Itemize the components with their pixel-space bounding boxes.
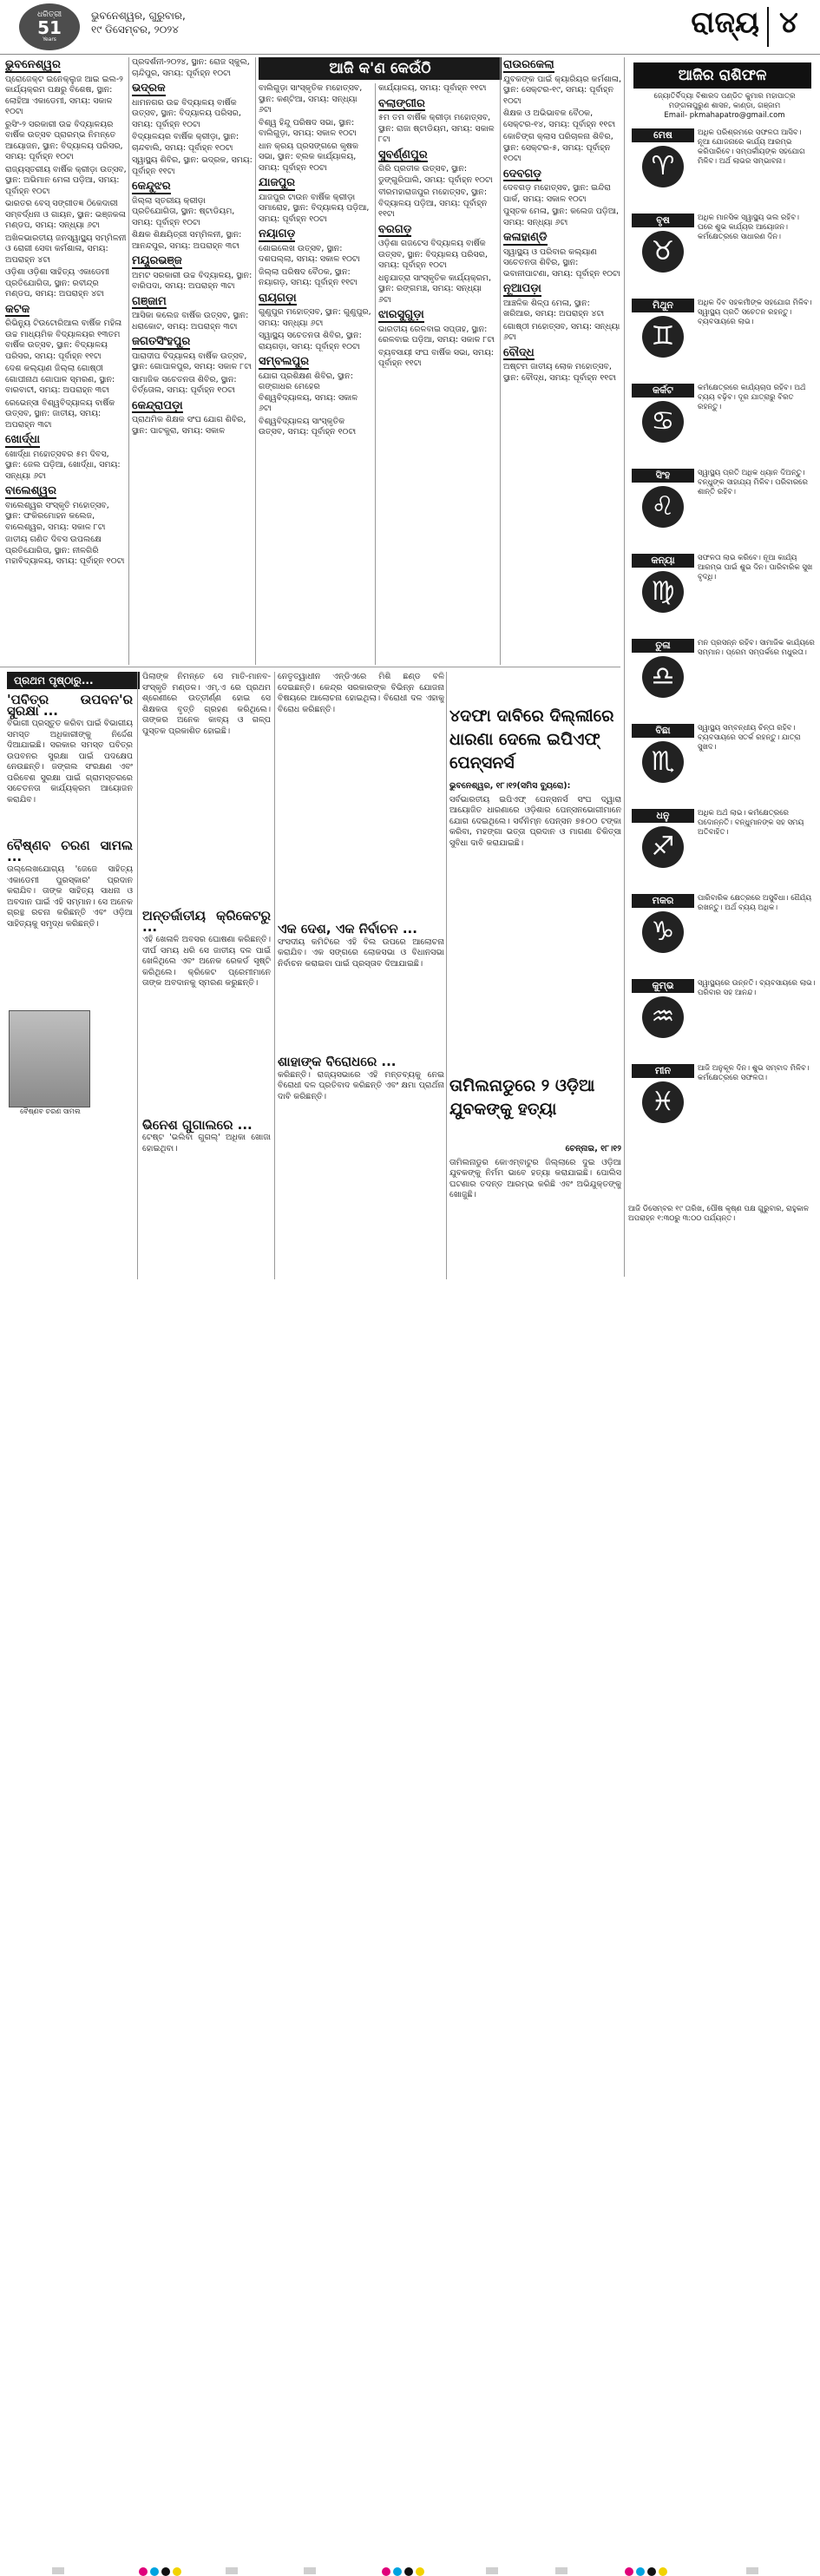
zodiac-icon: ♐ — [642, 826, 684, 868]
zodiac-icon: ♉ — [642, 231, 684, 273]
event-item: ଧାନ କ୍ରୟ ପ୍ରସଙ୍ଗରେ କୃଷକ ସଭା, ସ୍ଥାନ: ବ୍ଲକ କାର୍ଯ୍ୟାଳୟ, ସମୟ: ପୂର୍ବାହ୍ନ ୧୦ଟା — [259, 141, 358, 173]
sign-label: ମିଥୁନ — [632, 299, 694, 312]
registration-dot-cyan — [393, 2567, 402, 2576]
event-item: ଖୋର୍ଦ୍ଧା ମହୋତ୍ସବର ୫ମ ଦିବସ, ସ୍ଥାନ: ଜେଲ ପଡ଼ିଆ, ଖୋର୍ଦ୍ଧା, ସମୟ: ସନ୍ଧ୍ୟା ୬ଟା — [5, 449, 121, 481]
listing-column-1 — [5, 57, 127, 665]
column-rule — [500, 57, 501, 665]
zodiac-icon: ♏ — [642, 741, 684, 783]
horoscope-sign — [628, 214, 817, 297]
story-headline: 'ପବିତ୍ର ଉପବନ'ର ସୁରକ୍ଷା ... — [7, 693, 133, 719]
registration-dot-magenta — [625, 2567, 633, 2576]
event-item: ଆସିକା କଲେଜ ବାର୍ଷିକ ଉତ୍ସବ, ସ୍ଥାନ: ଧରାକୋଟ, ସମୟ: ଅପରାହ୍ନ ୩ଟା — [132, 311, 249, 332]
event-item: ଜାତୀୟ ଗଣିତ ଦିବସ ଉପଲକ୍ଷେ ପ୍ରତିଯୋଗିତା, ସ୍ଥାନ: ନୀଳଗିରି ମହାବିଦ୍ୟାଳୟ, ସମୟ: ପୂର୍ବାହ୍ନ ୧୦ଟା — [5, 535, 125, 566]
event-item: ଯୋଗ ପ୍ରଶିକ୍ଷଣ ଶିବିର, ସ୍ଥାନ: ଗଙ୍ଗାଧର ମେହେର ବିଶ୍ୱବିଦ୍ୟାଳୟ, ସମୟ: ସକାଳ ୬ଟା — [259, 371, 358, 413]
event-item: ରୁସିଂ-୨ ସରକାରୀ ଉଚ୍ଚ ବିଦ୍ୟାଳୟର ବାର୍ଷିକ ଉତ୍ସବ ପ୍ରାରମ୍ଭ ନିମନ୍ତେ ଆୟୋଜନ, ସ୍ଥାନ: ବିଦ୍ୟାଳୟ ପରିସର, ସମୟ: ପୂର୍ବାହ୍ନ ୧୦ଟା — [5, 119, 123, 161]
district-heading: ଦେବଗଡ଼ — [503, 167, 541, 181]
event-item: ବାଲେଶ୍ୱର ସଂସ୍କୃତି ମହୋତ୍ସବ, ସ୍ଥାନ: ଫକିରମୋହନ କଲେଜ, ବାଲେଶ୍ୱର, ସମୟ: ସକାଳ ୮ଟା — [5, 500, 109, 532]
story-body: ପିଲାଙ୍କ ନିମନ୍ତେ ସେ ମାତି-ମାନବ-ସଂସ୍କୃତି ମଣ୍ଡଳ। ଏମ୍.ଏ ରେ ପ୍ରଥମ ଶ୍ରେଣୀରେ ଉତ୍ତୀର୍ଣ୍ଣ ହୋଇ ସେ ଶିକ୍ଷକତା ବୃତ୍ତି ଗ୍ରହଣ କରିଥିଲେ। ତାଙ୍କର ଅନେକ କାବ୍ୟ ଓ ଗଳ୍ପ ପୁସ୍ତକ ପ୍ରକାଶିତ ହୋଇଛି। — [142, 672, 271, 736]
event-item: ଗିରି ପ୍ରତୀକ ଉତ୍ସବ, ସ୍ଥାନ: ଡୁଙ୍ଗୁରିପାଲି, ସମୟ: ପୂର୍ବାହ୍ନ ୧୦ଟା — [378, 164, 493, 185]
sign-forecast: ସ୍ୱାସ୍ଥ୍ୟରେ ଉନ୍ନତି। ବ୍ୟବସାୟରେ ଲାଭ। ପରିବାର ସହ ଆନନ୍ଦ। — [698, 979, 816, 997]
district-heading: ନୟାଗଡ଼ — [259, 227, 296, 240]
sign-forecast: ସଫଳତା ଲାଭ କରିବେ। ନୂଆ କାର୍ଯ୍ୟ ଆରମ୍ଭ ପାଇଁ ଶୁଭ ଦିନ। ପାରିବାରିକ ସୁଖ ବୃଦ୍ଧି। — [698, 554, 813, 582]
event-item: ଧନୁଯାତ୍ରା ସାଂସ୍କୃତିକ କାର୍ଯ୍ୟକ୍ରମ, ସ୍ଥାନ: ରଙ୍ଗମଞ୍ଚ, ସମୟ: ସନ୍ଧ୍ୟା ୬ଟା — [378, 273, 492, 305]
event-item: ଓଡ଼ିଶା ଓଡ଼ିଶା ସାହିତ୍ୟ ଏକାଡେମୀ ପ୍ରତିଯୋଗିତା, ସ୍ଥାନ: ରବୀନ୍ଦ୍ର ମଣ୍ଡପ, ସମୟ: ଅପରାହ୍ନ ୪ଟା — [5, 267, 110, 299]
print-bar — [304, 2567, 316, 2574]
district-heading: ବରଗଡ଼ — [378, 222, 412, 236]
event-item: କୋଚିଙ୍ଗ କ୍ଲାସ ପରିଚାଳନା ଶିବିର, ସ୍ଥାନ: ସେକ୍ଟର-୫, ସମୟ: ପୂର୍ବାହ୍ନ ୧୦ଟା — [503, 132, 613, 163]
district-heading: ମୟୂରଭଞ୍ଜ — [132, 254, 182, 267]
print-bar — [486, 2567, 498, 2574]
story-sacred-grove — [7, 693, 133, 1005]
header-divider — [767, 7, 769, 47]
horoscope-sign — [628, 128, 817, 212]
event-item: ଅଷ୍ଟମ ଜାତୀୟ ଲୋକ ମହୋତ୍ସବ, ସ୍ଥାନ: ବୌଦ୍ଧ, ସମୟ: ପୂର୍ବାହ୍ନ ୧୧ଟା — [503, 362, 616, 383]
sign-forecast: ସ୍ୱାସ୍ଥ୍ୟ ସମ୍ବନ୍ଧୀୟ ଚିନ୍ତା ରହିବ। ବ୍ୟବସାୟରେ ସତର୍କ ରହନ୍ତୁ। ଯାତ୍ରା ସୁଖଦ। — [698, 724, 801, 752]
story-body: ତାମିଲନାଡୁର କୋଏମ୍ବାଟୁର ଜିଲ୍ଲାରେ ଦୁଇ ଓଡ଼ିଆ ଯୁବକଙ୍କୁ ନିର୍ମମ ଭାବେ ହତ୍ୟା କରାଯାଇଛି। ପୋଲିସ ଘଟଣାର ତଦନ୍ତ ଆରମ୍ଭ କରିଛି ଏବଂ ଅଭିଯୁକ୍ତଙ୍କୁ ଖୋଜୁଛି। — [449, 1157, 621, 1199]
district-heading: କଳାହାଣ୍ଡି — [503, 231, 548, 244]
district-heading: ଜଗତସିଂହପୁର — [132, 335, 191, 348]
horoscope-byline — [633, 92, 816, 121]
story-body: ଏହି ଖେଳାଳି ଅବସର ଘୋଷଣା କରିଛନ୍ତି। ଦୀର୍ଘ ସମୟ ଧରି ସେ ଜାତୀୟ ଦଳ ପାଇଁ ଖେଳିଥିଲେ ଏବଂ ଅନେକ ରେକର୍ଡ ସୃଷ୍ଟି କରିଥିଲେ। କ୍ରିକେଟ ପ୍ରେମୀମାନେ ତାଙ୍କ ଅବଦାନକୁ ସ୍ମରଣ କରୁଛନ୍ତି। — [142, 935, 271, 988]
sign-label: ସିଂହ — [632, 469, 694, 483]
sign-forecast: ଅଧିକ ମାନସିକ ସ୍ୱାସ୍ଥ୍ୟ ଭଲ ରହିବ। ଘରେ ଶୁଭ କାର୍ଯ୍ୟର ଆୟୋଜନ। କର୍ମକ୍ଷେତ୍ରରେ ସାଧାରଣ ଦିନ। — [698, 214, 799, 241]
event-item: ରାଜ୍ୟସ୍ତରୀୟ ବାର୍ଷିକ କ୍ରୀଡ଼ା ଉତ୍ସବ, ସ୍ଥାନ: ଅଭିମାନ ମେଳା ପଡ଼ିଆ, ସମୟ: ପୂର୍ବାହ୍ନ ୧୦ଟା — [5, 164, 127, 196]
column-rule — [375, 83, 376, 665]
event-item: ଶୋଇଲେଖ ଉତ୍ସବ, ସ୍ଥାନ: ଦଶପଲ୍ଲା, ସମୟ: ସକାଳ ୧୦ଟା — [259, 243, 360, 264]
event-item: ପ୍ରଦର୍ଶନୀ-୨୦୨୪, ସ୍ଥାନ: ରୋଜ ସ୍କୁଲ, ଚାନ୍ଦିପୁର, ସମୟ: ପୂର୍ବାହ୍ନ ୧୦ଟା — [132, 57, 250, 78]
registration-dot-black — [404, 2567, 413, 2576]
event-item: ଜିଲ୍ଲା ପରିଷଦ ବୈଠକ, ସ୍ଥାନ: ନୟାଗଡ଼, ସମୟ: ପୂର୍ବାହ୍ନ ୧୧ଟା — [259, 266, 358, 287]
district-heading: ବୌଦ୍ଧ — [503, 345, 535, 359]
registration-dot-yellow — [173, 2567, 181, 2576]
sign-label: ମେଷ — [632, 128, 694, 142]
column-rule — [255, 57, 256, 665]
zodiac-icon: ♎ — [642, 656, 684, 698]
district-heading: ଝାରସୁଗୁଡ଼ା — [378, 308, 424, 321]
zodiac-icon: ♒ — [642, 996, 684, 1038]
sign-forecast: ଅଧିକ ଦିବ ସହକର୍ମୀଙ୍କ ସହଯୋଗ ମିଳିବ। ସ୍ୱାସ୍ଥ୍ୟ ପ୍ରତି ସଚେତନ ରହନ୍ତୁ। ବ୍ୟବସାୟରେ ଲାଭ। — [698, 299, 812, 326]
event-item: ଓଡ଼ିଶା ଗଜଟେସ ବିଦ୍ୟାଳୟ ବାର୍ଷିକ ଉତ୍ସବ, ସ୍ଥାନ: ବିଦ୍ୟାଳୟ ପରିସର, ସମୟ: ପୂର୍ବାହ୍ନ ୧୦ଟା — [378, 239, 488, 270]
story-politics — [278, 672, 444, 1276]
story-dateline: ଚେନ୍ନାଇ, ୧୮।୧୨ — [565, 1144, 621, 1153]
event-item: ଦେଶ କଲ୍ୟାଣ ଜିଲ୍ଲା ଗୋଷ୍ଠୀ ଗୋପୀନାଥ ଗୋପାଳ ସ୍ମରଣ, ସ୍ଥାନ: ବାରବାଟୀ, ସମୟ: ଅପରାହ୍ନ ୩ଟା — [5, 364, 115, 395]
event-item: ରିଭିନ୍ୟୁ ଟିଉଟୋରିଆଲ ବାର୍ଷିକ ମହିଳା ଉଚ୍ଚ ମାଧ୍ୟମିକ ବିଦ୍ୟାଳୟର ୧୩ତମ ବାର୍ଷିକ ଉତ୍ସବ, ସ୍ଥାନ: ବିଦ୍ୟାଳୟ ପରିସର, ସମୟ: ପୂର୍ବାହ୍ନ ୧୧ଟା — [5, 319, 122, 361]
horoscope-sign — [628, 384, 817, 467]
column-rule — [446, 672, 447, 1279]
sign-label: କୁମ୍ଭ — [632, 979, 694, 993]
story-body: ସର୍ବଭାରତୀୟ ଇପିଏଫ୍ ପେନ୍‌ସନର୍ସ ସଂଘ ଦ୍ୱାରା ଆୟୋଜିତ ଧାରଣାରେ ଓଡ଼ିଶାର ପେନ୍‌ସନଭୋଗୀମାନେ ଯୋଗ ଦେଇଥିଲେ। ସର୍ବନିମ୍ନ ପେନ୍‌ସନ ୭୫୦୦ ଟଙ୍କା କରିବା, ମହଙ୍ଗା ଭତ୍ତା ପ୍ରଦାନ ଓ ମାଗଣା ଚିକିତ୍ସା ସୁବିଧା ଦାବି କରାଯାଇଛି। — [449, 794, 621, 848]
registration-dot-magenta — [139, 2567, 148, 2576]
sign-forecast: ପାରିବାରିକ କ୍ଷେତ୍ରରେ ଅସୁବିଧା। ଧୈର୍ଯ୍ୟ ରଖନ୍ତୁ। ଅର୍ଥ ବ୍ୟୟ ଅଧିକ। — [698, 894, 812, 912]
listing-banner: ଆଜି କ'ଣ କେଉଁଠି — [259, 57, 502, 80]
zodiac-icon: ♓ — [642, 1081, 684, 1123]
district-heading: ଗଞ୍ଜାମ — [132, 294, 167, 308]
event-item: ଶିକ୍ଷକ ଓ ଅଭିଭାବକ ବୈଠକ, ସେକ୍ଟର-୧୪, ସମୟ: ପୂର୍ବାହ୍ନ ୧୧ଟା — [503, 108, 616, 129]
masthead — [0, 0, 820, 55]
horoscope-sign — [628, 299, 817, 382]
event-item: ଧାମନଗର ଉଚ୍ଚ ବିଦ୍ୟାଳୟ ବାର୍ଷିକ ଉତ୍ସବ, ସ୍ଥାନ: ବିଦ୍ୟାଳୟ ପରିସର, ସମୟ: ପୂର୍ବାହ୍ନ ୧୦ଟା — [132, 97, 241, 129]
district-heading: ନୂଆପଡ଼ା — [503, 282, 541, 295]
sign-label: ଧନୁ — [632, 809, 694, 823]
event-item: ବିଶ୍ୱ ହିନ୍ଦୁ ପରିଷଦ ସଭା, ସ୍ଥାନ: ବାଲିଗୁଡ଼ା, ସମୟ: ସକାଳ ୧୦ଟା — [259, 117, 357, 138]
event-item: ଭାରତର ବେସ୍ ସଙ୍ଗୀତଜ୍ଞ ଠିକେଦାରୀ ସମ୍ବର୍ଦ୍ଧନା ଓ ଗାୟନ, ସ୍ଥାନ: ଭଞ୍ଜକଳା ମଣ୍ଡପ, ସମୟ: ସନ୍ଧ୍ୟା ୬ଟା — [5, 199, 126, 230]
horoscope-sign — [628, 639, 817, 722]
story-headline: ଭିନେଶ ଗୁଗାଲରେ ... — [142, 1116, 253, 1133]
page-number: ୪ — [779, 5, 798, 40]
print-bar — [746, 2567, 758, 2574]
registration-dot-cyan — [636, 2567, 645, 2576]
zodiac-icon: ♑ — [642, 911, 684, 953]
listing-column-5 — [503, 57, 621, 665]
sign-label: କନ୍ୟା — [632, 554, 694, 568]
astrologer-name: ଜ୍ୟୋତିର୍ବିଦ୍ୟା ବିଶାରଦ ପଣ୍ଡିତ କୁମାର ମହାପାତ୍ର — [653, 92, 796, 101]
event-item: ବିଦ୍ୟାଳୟର ବାର୍ଷିକ କ୍ରୀଡ଼ା, ସ୍ଥାନ: ଚାନ୍ଦବାଲି, ସମୟ: ପୂର୍ବାହ୍ନ ୧୦ଟା — [132, 132, 239, 153]
horoscope-sign — [628, 809, 817, 892]
event-item: ଦେବଗଡ଼ ମହୋତ୍ସବ, ସ୍ଥାନ: ଇନ୍ଦିରା ପାର୍କ, ସମୟ: ସକାଳ ୧୦ଟା — [503, 183, 611, 204]
event-item: ୫ମ ତମ ବାର୍ଷିକ କ୍ରୀଡ଼ା ମହୋତ୍ସବ, ସ୍ଥାନ: ରାଜା ଷ୍ଟାଡିୟମ, ସମୟ: ସକାଳ ୮ଟା — [378, 113, 495, 144]
story-body: ଟେଷ୍ଟ 'ଭଲିବା ଗୁଗଲ୍' ଅଧିକା ଖୋଜା ହୋଇଥିବା। — [142, 1133, 271, 1153]
story-headline: ଶାହାଙ୍କ ବିରୋଧରେ ... — [278, 1054, 397, 1069]
continued-from-front-label: ପ୍ରଥମ ପୃଷ୍ଠାରୁ... — [7, 672, 140, 689]
district-heading: ବଲାଙ୍ଗୀର — [378, 96, 425, 110]
headline-epf-pensioners: ୪ଦଫା ଦାବିରେ ଦିଲ୍ଲୀରେ ଧାରଣା ଦେଲେ ଇପିଏଫ୍ ପେନ୍‌ସନର୍ସ — [449, 706, 614, 772]
event-item: ଭାରତୀୟ ରେଳବାଇ ସପ୍ତାହ, ସ୍ଥାନ: ରେଳବାଇ ପଡ଼ିଆ, ସମୟ: ସକାଳ ୮ଟା — [378, 324, 495, 345]
district-heading: ଖୋର୍ଦ୍ଧା — [5, 433, 40, 446]
event-item: ଯାଜପୁର ଟାଉନ ବାର୍ଷିକ କ୍ରୀଡ଼ା ସମାରୋହ, ସ୍ଥାନ: ବିଦ୍ୟାଳୟ ପଡ଼ିଆ, ସମୟ: ପୂର୍ବାହ୍ନ ୧୦ଟା — [259, 192, 370, 224]
registration-dot-yellow — [659, 2567, 667, 2576]
zodiac-icon: ♌ — [642, 486, 684, 528]
column-rule — [274, 672, 275, 1279]
print-bar — [555, 2567, 567, 2574]
sign-label: କର୍କଟ — [632, 384, 694, 398]
story-epf-pensioners — [449, 781, 621, 1059]
event-item: ଗୁଣୁପୁର ମହୋତ୍ସବ, ସ୍ଥାନ: ଗୁଣୁପୁର, ସମୟ: ସନ୍ଧ୍ୟା ୬ଟା — [259, 307, 371, 328]
district-heading: ସୁବର୍ଣ୍ଣପୁର — [378, 148, 428, 161]
story-body: ନେତୃତ୍ୱାଧୀନ ଏନ୍‌ଡିଏରେ ମିଶି ଛଣ୍ଡ ବଳି ଦେଇଛନ୍ତି। କେନ୍ଦ୍ର ସରକାରଙ୍କ ବିଭିନ୍ନ ଯୋଜନା ବିଷୟରେ ଆଲୋଚନା ହୋଇଥିଲା। ବିରୋଧୀ ଦଳ ଏହାକୁ ବିରୋଧ କରିଛନ୍ତି। — [278, 672, 444, 714]
event-item: ସ୍ୱାସ୍ଥ୍ୟ ସଚେତନତା ଶିବିର, ସ୍ଥାନ: ରାୟଗଡ଼ା, ସମୟ: ପୂର୍ବାହ୍ନ ୧୦ଟା — [259, 331, 362, 352]
dharitri-logo — [19, 3, 80, 50]
registration-dot-magenta — [382, 2567, 390, 2576]
story-body: ବିଭାଗୀ ପ୍ରସ୍ତୁତ କରିବା ପାଇଁ ବିଭାଗୀୟ ସମସ୍ତ ଅଧିକାରୀଙ୍କୁ ନିର୍ଦ୍ଦେଶ ଦିଆଯାଇଛି। ସରକାର ସମସ୍ତ ପବିତ୍ର ଉପବନର ସୁରକ୍ଷା ପାଇଁ ପଦକ୍ଷେପ ନେଉଛନ୍ତି। ଜଙ୍ଗଲ ସଂରକ୍ଷଣ ଏବଂ ପରିବେଶ ସୁରକ୍ଷା ପାଇଁ ଗ୍ରାମସ୍ତରରେ ସଚେତନତା କାର୍ଯ୍ୟକ୍ରମ ଆୟୋଜନ କରାଯିବ। — [7, 719, 133, 805]
story-continuation — [142, 672, 271, 1276]
photo-caption: ବୈଷ୍ଣବ ଚରଣ ସାମଲ — [20, 1107, 81, 1115]
zodiac-icon: ♋ — [642, 401, 684, 443]
sign-forecast: ମନ ପ୍ରସନ୍ନ ରହିବ। ସାମାଜିକ କାର୍ଯ୍ୟରେ ସମ୍ମାନ। ପ୍ରେମ ସମ୍ପର୍କରେ ମଧୁରତା। — [698, 639, 815, 657]
district-heading: ରାୟଗଡ଼ା — [259, 291, 297, 305]
story-tamilnadu-murder — [449, 1144, 621, 1274]
story-headline: ଅନ୍ତର୍ଜାତୀୟ କ୍ରିକେଟରୁ ... — [142, 908, 271, 935]
zodiac-icon: ♍ — [642, 571, 684, 613]
section-title: ରାଜ୍ୟ — [691, 5, 759, 40]
event-item: ଜିଲ୍ଲା ସ୍ତରୀୟ କ୍ରୀଡ଼ା ପ୍ରତିଯୋଗିତା, ସ୍ଥାନ: ଷ୍ଟାଡିୟମ, ସମୟ: ପୂର୍ବାହ୍ନ ୧୦ଟା — [132, 195, 235, 227]
logo-bottom-text: Years — [43, 36, 56, 43]
event-item: ଅଖିଳଭାରତୀୟ ଜନସ୍ୱାସ୍ଥ୍ୟ ସମ୍ମିଳନୀ ଓ ରୋଗୀ ସେବା କର୍ମଶାଳା, ସମୟ: ଅପରାହ୍ନ ୪ଟା — [5, 233, 127, 265]
print-bar — [226, 2567, 238, 2574]
horoscope-sign — [628, 979, 817, 1062]
event-item: ପ୍ରାଥମିକ ଶିକ୍ଷକ ସଂଘ ଯୋଗ ଶିବିର, ସ୍ଥାନ: ପାଟକୁରା, ସମୟ: ସକାଳ — [132, 415, 246, 436]
listing-column-2 — [132, 57, 253, 665]
sign-forecast: କର୍ମକ୍ଷେତ୍ରରେ କାର୍ଯ୍ୟଚାପ ରହିବ। ଅର୍ଥ ବ୍ୟୟ ବଢ଼ିବ। ଦୂର ଯାତ୍ରାରୁ ବିରତ ରହନ୍ତୁ। — [698, 384, 806, 411]
event-item: ରେଭେନ୍ସା ବିଶ୍ୱବିଦ୍ୟାଳୟ ବାର୍ଷିକ ଉତ୍ସବ, ସ୍ଥାନ: ଜାତୀୟ, ସମୟ: ଅପରାହ୍ନ ୩ଟା — [5, 398, 115, 430]
zodiac-icon: ♈ — [642, 146, 684, 187]
registration-dot-black — [647, 2567, 656, 2576]
district-heading: ରାଉରକେଲା — [503, 58, 554, 71]
horoscope-sign — [628, 894, 817, 977]
story-body: ଉଲ୍ଲେଖଯୋଗ୍ୟ 'ଜେଜେ ସାହିତ୍ୟ ଏକାଡେମୀ ପୁରସ୍କାର' ପ୍ରଦାନ କରାଯିବ। ତାଙ୍କ ସାହିତ୍ୟ ସାଧନା ଓ ଅବଦାନ ପାଇଁ ଏହି ସମ୍ମାନ। ସେ ଅନେକ ଗ୍ରନ୍ଥ ରଚନା କରିଛନ୍ତି ଏବଂ ଓଡ଼ିଆ ସାହିତ୍ୟକୁ ସମୃଦ୍ଧ କରିଛନ୍ତି। — [7, 864, 133, 929]
event-item: ବାଲିଗୁଡ଼ା ସାଂସ୍କୃତିକ ମହୋତ୍ସବ, ସ୍ଥାନ: କଣ୍ଟିଆ, ସମୟ: ସନ୍ଧ୍ୟା ୬ଟା — [259, 83, 363, 115]
event-item: ଆଞ୍ଚଳିକ ଶିଳ୍ପ ମେଳା, ସ୍ଥାନ: ଖରିଆର, ସମୟ: ଅପରାହ୍ନ ୪ଟା — [503, 298, 605, 319]
event-item: ବୀରମହାରାଜପୁର ମହୋତ୍ସବ, ସ୍ଥାନ: ବିଦ୍ୟାଳୟ ପଡ଼ିଆ, ସମୟ: ପୂର୍ବାହ୍ନ ୧୧ଟା — [378, 187, 488, 219]
event-item: ପୁସ୍ତକ ମେଳା, ସ୍ଥାନ: କଲେଜ ପଡ଼ିଆ, ସମୟ: ସନ୍ଧ୍ୟା ୬ଟା — [503, 207, 620, 227]
panchang-note: ଆଜି ଡିସେମ୍ବର ୧୯ ତାରିଖ, ପୌଷ କୃଷ୍ଣ ପକ୍ଷ ଗୁରୁବାର, ରାହୁକାଳ ଅପରାହ୍ନ ୧:୩୦ରୁ ୩:୦୦ ପର୍ଯ୍ୟନ୍ତ। — [628, 1205, 810, 1223]
horoscope-sign — [628, 724, 817, 807]
event-item: ବ୍ୟବସାୟୀ ସଂଘ ବାର୍ଷିକ ସଭା, ସମୟ: ପୂର୍ବାହ୍ନ ୧୧ଟା — [378, 347, 495, 368]
event-item: କାର୍ଯ୍ୟାଳୟ, ସମୟ: ପୂର୍ବାହ୍ନ ୧୧ଟା — [378, 83, 487, 93]
district-heading: ସମ୍ବଲପୁର — [259, 355, 309, 368]
print-footer — [0, 1281, 820, 1299]
sign-label: ମକର — [632, 894, 694, 908]
listing-column-4 — [378, 83, 496, 665]
district-heading: ବାଲେଶ୍ୱର — [5, 484, 56, 497]
horoscope-sign — [628, 1064, 817, 1147]
registration-dot-black — [161, 2567, 170, 2576]
event-item: ସ୍ୱାସ୍ଥ୍ୟ ଶିବିର, ସ୍ଥାନ: ଭଦ୍ରକ, ସମୟ: ପୂର୍ବାହ୍ନ ୧୧ଟା — [132, 155, 253, 176]
sign-forecast: ଆଜି ଅନୁକୂଳ ଦିନ। ଶୁଭ ସମ୍ବାଦ ମିଳିବ। କର୍ମକ୍ଷେତ୍ରରେ ସଫଳତା। — [698, 1064, 810, 1082]
district-heading: ଭୁବନେଶ୍ୱର — [5, 58, 61, 71]
dateline-date: ୧୯ ଡିସେମ୍ବର, ୨୦୨୪ — [91, 23, 179, 36]
event-item: ଶିକ୍ଷକ ଶିକ୍ଷୟିତ୍ରୀ ସମ୍ମିଳନୀ, ସ୍ଥାନ: ଆନନ୍ଦପୁର, ସମୟ: ଅପରାହ୍ନ ୩ଟା — [132, 230, 242, 251]
dateline-place-day: ଭୁବନେଶ୍ୱର, ଗୁରୁବାର, — [91, 10, 186, 22]
logo-top-text: ଧରିତ୍ରୀ — [36, 10, 62, 19]
sign-label: ମୀନ — [632, 1064, 694, 1078]
event-item: ସାମାଜିକ ସଚେତନତା ଶିବିର, ସ୍ଥାନ: ତିର୍ତ୍ତୋଲ, ସମୟ: ପୂର୍ବାହ୍ନ ୧୦ଟା — [132, 374, 237, 395]
sign-label: ବୃଷ — [632, 214, 694, 227]
story-body: ସଂସଦୀୟ କମିଟିରେ ଏହି ବିଲ ଉପରେ ଆଲୋଚନା କରାଯିବ। ଏକ ସଙ୍ଗରେ ଲୋକସଭା ଓ ବିଧାନସଭା ନିର୍ବାଚନ କରାଇବା ପାଇଁ ପ୍ରସ୍ତାବ ଦିଆଯାଇଛି। — [278, 936, 444, 969]
sign-label: ବିଛା — [632, 724, 694, 738]
column-rule — [624, 57, 625, 1277]
astrologer-address: ମଙ୍ଗଳାପୁରୁଣ ଶାସନ, କାଣ୍ଡା, ଗଞ୍ଜାମ — [668, 102, 781, 110]
event-item: ଯୁବକଙ୍କ ପାଇଁ କ୍ୟାରିୟର କର୍ମଶାଳା, ସ୍ଥାନ: ସେକ୍ଟର-୧୯, ସମୟ: ପୂର୍ବାହ୍ନ ୧୦ଟା — [503, 74, 621, 106]
horoscope-title: ଆଜିର ରାଶିଫଳ — [633, 62, 811, 89]
author-photo — [9, 1010, 90, 1107]
story-dateline: ଭୁବନେଶ୍ୱର, ୧୮।୧୨(ସମିସ ବ୍ୟୁରୋ): — [449, 781, 571, 791]
event-item: ଅମଟ ସରକାରୀ ଉଚ୍ଚ ବିଦ୍ୟାଳୟ, ସ୍ଥାନ: ବାରିପଦା, ସମୟ: ଅପରାହ୍ନ ୩ଟା — [132, 270, 253, 291]
column-rule — [128, 57, 129, 665]
event-item: ବିଶ୍ୱବିଦ୍ୟାଳୟ ସାଂସ୍କୃତିକ ଉତ୍ସବ, ସମୟ: ପୂର୍ବାହ୍ନ ୧୦ଟା — [259, 416, 357, 437]
sign-forecast: ସ୍ୱାସ୍ଥ୍ୟ ପ୍ରତି ଅଧିକ ଧ୍ୟାନ ଦିଅନ୍ତୁ। ବନ୍ଧୁଙ୍କ ସାହାଯ୍ୟ ମିଳିବ। ପରିବାରରେ ଶାନ୍ତି ରହିବ। — [698, 469, 808, 496]
event-item: ପାରାଦୀପ ବିଦ୍ୟାଳୟ ବାର୍ଷିକ ଉତ୍ସବ, ସ୍ଥାନ: ଗୋପାଳପୁର, ସମୟ: ସକାଳ ୮ଟା — [132, 351, 253, 371]
sign-forecast: ଅଧିକ ଅର୍ଥ ଲାଭ। କର୍ମକ୍ଷେତ୍ରରେ ପଦୋନ୍ନତି। ବନ୍ଧୁମାନଙ୍କ ସହ ସମୟ ଅତିବାହିତ। — [698, 809, 804, 837]
district-heading: କେନ୍ଦ୍ରାପଡ଼ା — [132, 398, 183, 412]
event-item: ସ୍ୱାସ୍ଥ୍ୟ ଓ ପରିବାର କଲ୍ୟାଣ ସଚେତନତା ଶିବିର, ସ୍ଥାନ: ଭବାନୀପାଟଣା, ସମୟ: ପୂର୍ବାହ୍ନ ୧୦ଟା — [503, 246, 620, 279]
district-heading: କେନ୍ଦୁଝର — [132, 180, 171, 193]
listing-column-3 — [259, 83, 371, 665]
zodiac-icon: ♊ — [642, 316, 684, 358]
sign-label: ତୁଳା — [632, 639, 694, 653]
astrologer-email: Email- pkmahapatro@gmail.com — [664, 111, 785, 120]
logo-number: 51 — [37, 17, 62, 38]
dateline — [91, 9, 186, 36]
column-rule — [137, 672, 138, 1279]
event-item: ଗୋଷ୍ଠୀ ମହୋତ୍ସବ, ସମୟ: ସନ୍ଧ୍ୟା ୬ଟା — [503, 321, 620, 342]
registration-dot-cyan — [150, 2567, 159, 2576]
registration-dot-yellow — [416, 2567, 424, 2576]
print-bar — [52, 2567, 64, 2574]
story-headline: ଏକ ଦେଶ, ଏକ ନିର୍ବାଚନ ... — [278, 921, 417, 936]
headline-tamilnadu-murder: ତାମିଲନାଡୁରେ ୨ ଓଡ଼ିଆ ଯୁବକଙ୍କୁ ହତ୍ୟା — [449, 1076, 595, 1119]
horoscope-sign — [628, 554, 817, 637]
sign-forecast: ଅଧିକ ପରିଶ୍ରମରେ ସଫଳତା ଆସିବ। ନୂଆ ଯୋଜନାରେ କାର୍ଯ୍ୟ ଆରମ୍ଭ କରିପାରିବେ। ସମ୍ପର୍କୀୟଙ୍କ ସହଯୋଗ ମିଳିବ। ଅର୍ଥ ଲାଭର ସମ୍ଭାବନା। — [698, 128, 805, 166]
event-item: ପ୍ରୋଜେକ୍ଟ ଇନେକ୍ଲୁଜ ଆଇ ଇଲ-୨ କାର୍ଯ୍ୟକ୍ରମ ପକ୍ଷରୁ ବିଶେଷ, ସ୍ଥାନ: ଲୋହିଆ ଏକାଡେମୀ, ସମୟ: ସକାଳ ୧୦ଟା — [5, 74, 123, 116]
district-heading: କଟକ — [5, 302, 30, 316]
district-heading: ଯାଜପୁର — [259, 176, 296, 189]
story-headline: ବୈଷ୍ଣବ ଚରଣ ସାମଲ ... — [7, 838, 133, 864]
story-body: କରିଛନ୍ତି। ରାଜ୍ୟସଭାରେ ଏହି ମନ୍ତବ୍ୟକୁ ନେଇ ବିରୋଧୀ ଦଳ ପ୍ରତିବାଦ କରିଛନ୍ତି ଏବଂ କ୍ଷମା ପ୍ରାର୍ଥନା ଦାବି କରିଛନ୍ତି। — [278, 1069, 444, 1101]
horoscope-sign — [628, 469, 817, 552]
district-heading: ଭଦ୍ରକ — [132, 82, 166, 95]
